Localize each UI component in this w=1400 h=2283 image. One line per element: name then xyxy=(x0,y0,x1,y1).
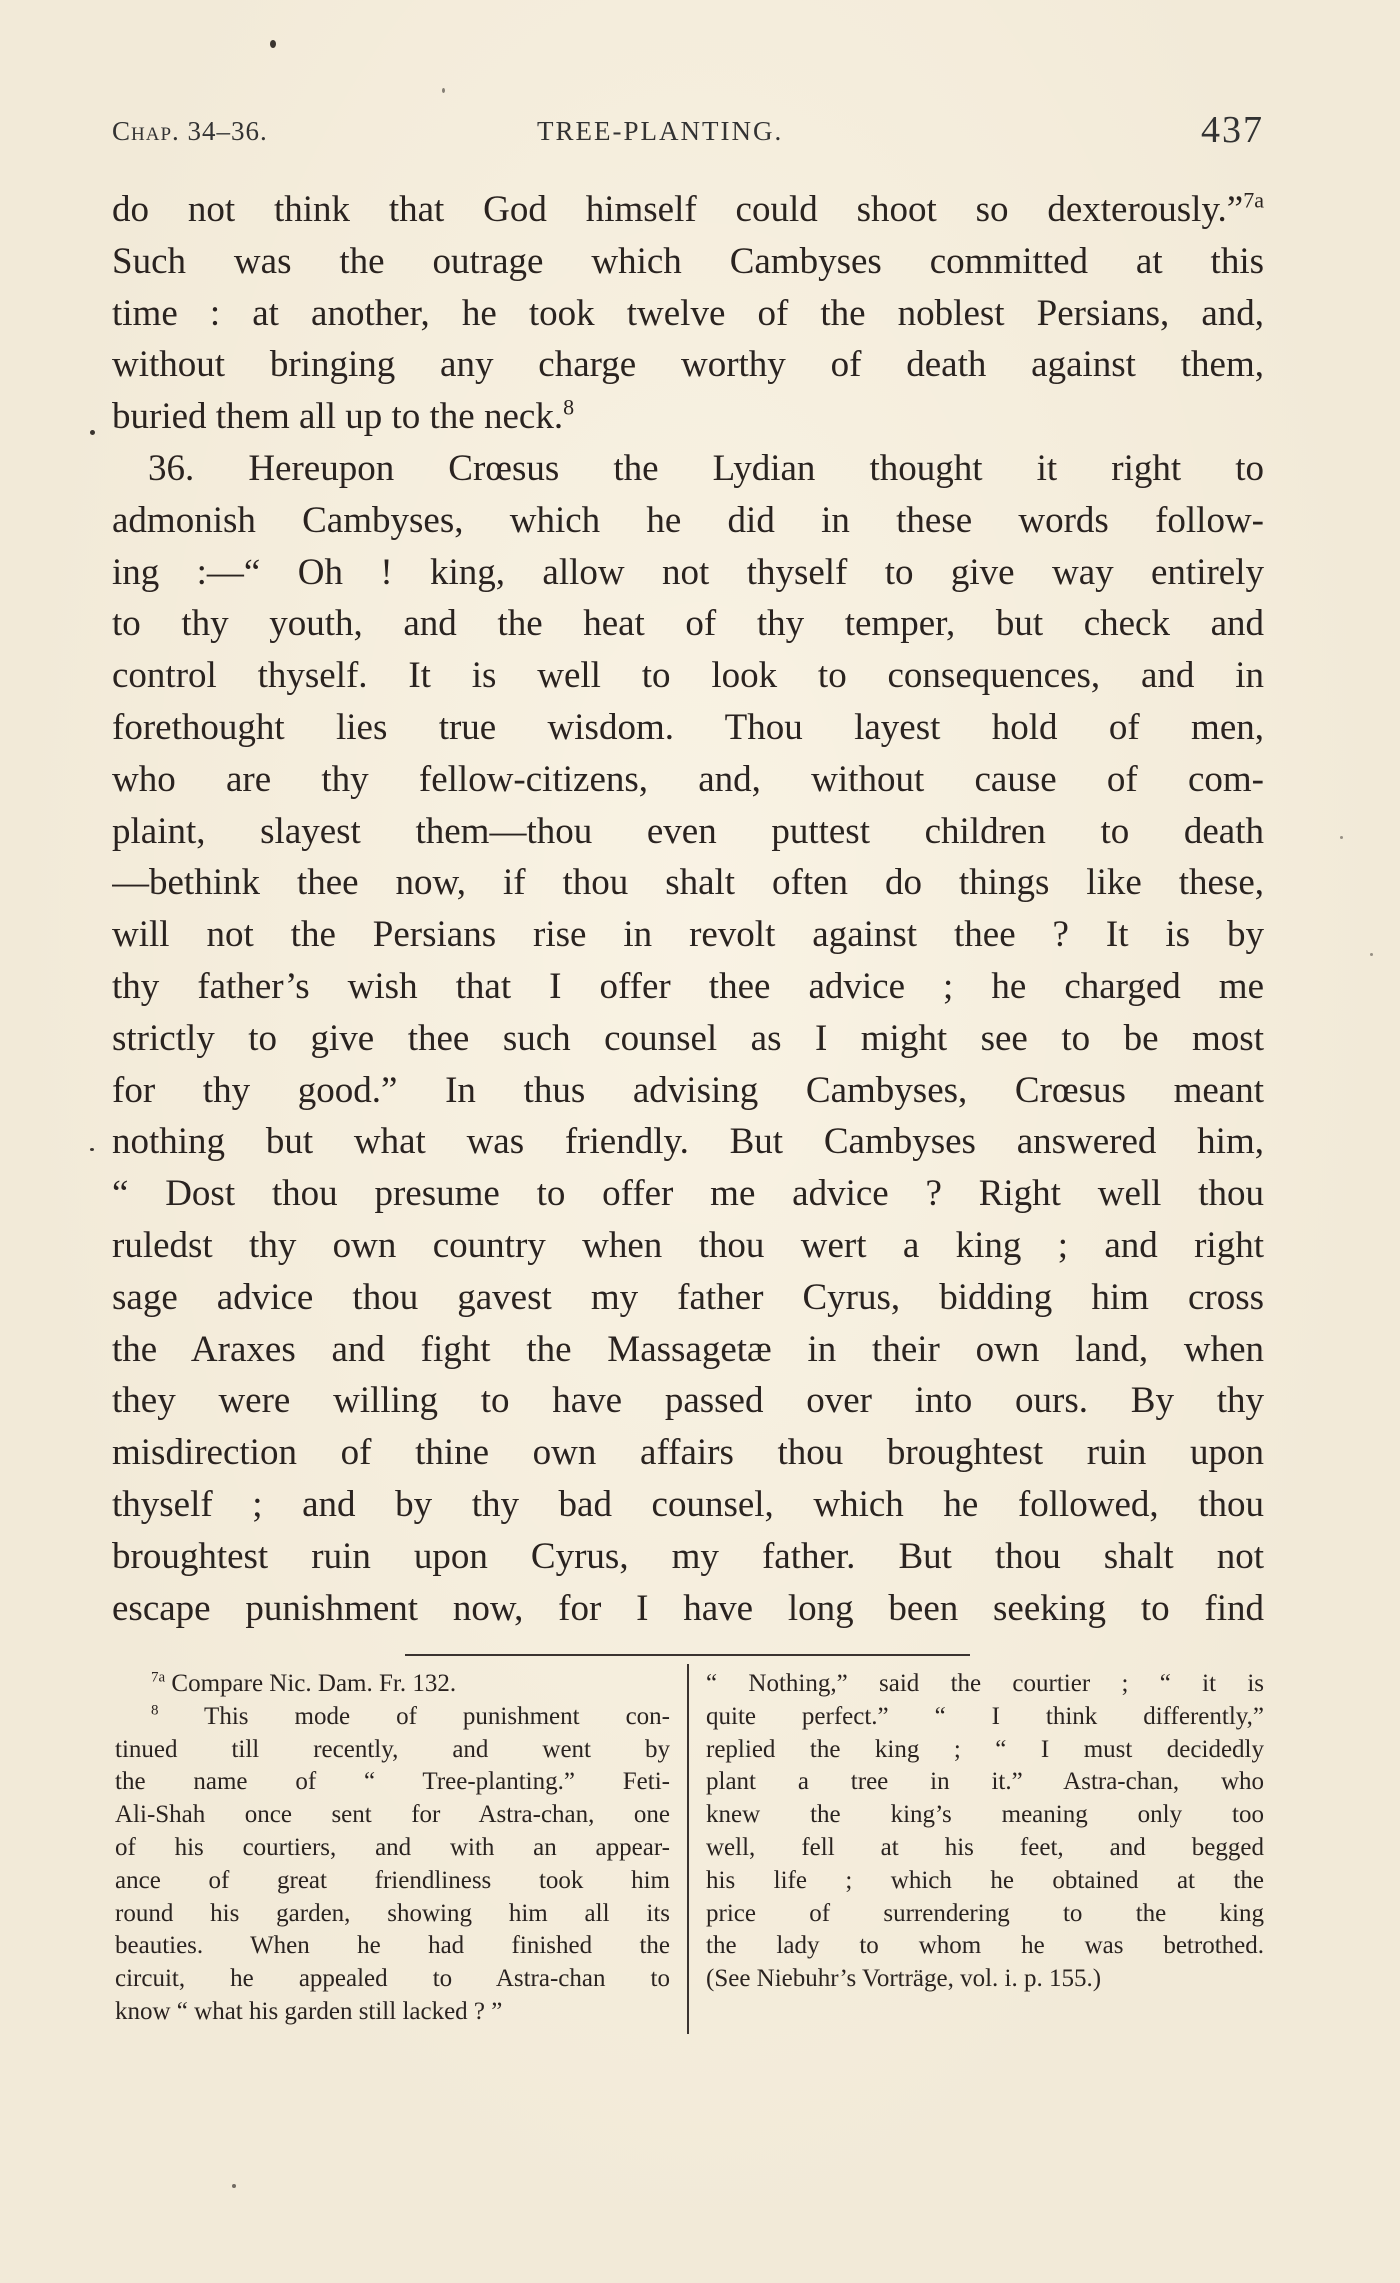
footnote-line xyxy=(706,1668,1264,1701)
footnote-line-text: ance of great friendliness took him xyxy=(115,1866,670,1894)
text-line xyxy=(112,1479,1264,1531)
footnote-line xyxy=(115,1930,670,1963)
text-line-text: forethought lies true wisdom. Thou layest hold of men, xyxy=(112,706,1264,748)
text-line xyxy=(112,961,1264,1013)
footnote-line-text: This mode of punishment con- xyxy=(158,1702,670,1730)
text-line-text: thyself ; and by thy bad counsel, which he followed, thou xyxy=(112,1483,1264,1525)
ink-speck xyxy=(1340,836,1343,839)
text-line-text: who are thy fellow-citizens, and, without cause of com- xyxy=(112,758,1264,800)
footnote-line xyxy=(115,1865,670,1898)
text-line-text: —bethink thee now, if thou shalt often do things like these, xyxy=(112,862,1264,904)
text-line xyxy=(112,702,1264,754)
text-line-text: escape punishment now, for I have long been seeking to find xyxy=(112,1587,1264,1629)
footnote-line xyxy=(706,1734,1264,1767)
text-line-text: time : at another, he took twelve of the noblest Persians, and, xyxy=(112,292,1264,334)
footnote-line-text: “ Nothing,” said the courtier ; “ it is xyxy=(706,1670,1264,1697)
text-line-text: for thy good.” In thus advising Cambyses, Crœsus meant xyxy=(112,1069,1264,1111)
text-line xyxy=(112,806,1264,858)
ink-speck xyxy=(442,88,445,93)
footnote-line xyxy=(706,1963,1264,1996)
footnotes-right-column xyxy=(706,1668,1264,1996)
footnote-line xyxy=(706,1701,1264,1734)
footnote-rule xyxy=(405,1654,970,1656)
text-line xyxy=(112,754,1264,806)
text-line xyxy=(112,443,1264,495)
text-line xyxy=(112,1272,1264,1324)
footnote-line xyxy=(706,1898,1264,1931)
text-line xyxy=(112,1531,1264,1583)
footnote-line-text: of his courtiers, and with an appear- xyxy=(115,1833,670,1861)
text-line xyxy=(112,495,1264,547)
text-line-text: the Araxes and fight the Massagetæ in their own land, when xyxy=(112,1328,1264,1370)
footnote-line-text: the name of “ Tree-planting.” Feti- xyxy=(115,1768,670,1796)
footnote-line xyxy=(115,1832,670,1865)
footnote-line-text: beauties. When he had finished the xyxy=(115,1932,670,1960)
text-line-text: plaint, slayest them—thou even puttest children to death xyxy=(112,810,1264,852)
footnote-line-text: knew the king’s meaning only too xyxy=(706,1801,1264,1829)
footnote-line xyxy=(115,1734,670,1767)
text-line xyxy=(112,1013,1264,1065)
text-line xyxy=(112,339,1264,391)
text-line-text: will not the Persians rise in revolt against thee ? It is by xyxy=(112,914,1264,956)
footnote-line xyxy=(115,1996,670,2029)
footnote-reference: 7a xyxy=(1243,187,1264,213)
text-line xyxy=(112,598,1264,650)
text-line xyxy=(112,909,1264,961)
text-line-text: nothing but what was friendly. But Cambyses answered him, xyxy=(112,1121,1264,1163)
footnote-line xyxy=(706,1865,1264,1898)
footnote-line xyxy=(115,1799,670,1832)
page-number: 437 xyxy=(1201,109,1264,151)
footnote-line-text: know “ what his garden still lacked ? ” xyxy=(115,1997,503,2025)
text-line-text: 36. Hereupon Crœsus the Lydian thought it right to xyxy=(148,447,1264,489)
text-line-text: broughtest ruin upon Cyrus, my father. But thou shalt not xyxy=(112,1535,1264,1577)
footnote-line-text: plant a tree in it.” Astra-chan, who xyxy=(706,1768,1264,1796)
ink-speck xyxy=(270,40,276,48)
footnote-column-divider xyxy=(687,1664,689,2034)
footnote-line-text: circuit, he appealed to Astra-chan to xyxy=(115,1965,670,1993)
text-line-text: control thyself. It is well to look to consequences, and in xyxy=(112,655,1264,697)
footnote-line-text: tinued till recently, and went by xyxy=(115,1735,670,1763)
footnote-line-text: price of surrendering to the king xyxy=(706,1899,1264,1927)
footnote-line-text: the lady to whom he was betrothed. xyxy=(706,1932,1264,1960)
chapter-reference: Chap. 34–36. xyxy=(112,116,268,146)
text-line-text: sage advice thou gavest my father Cyrus, bidding him cross xyxy=(112,1276,1264,1318)
running-title: TREE-PLANTING. xyxy=(537,116,784,146)
text-line-text: “ Dost thou presume to offer me advice ? Right well thou xyxy=(112,1173,1264,1215)
text-line-text: without bringing any charge worthy of death against them, xyxy=(112,344,1264,386)
running-header xyxy=(112,108,1264,152)
text-line-text: Such was the outrage which Cambyses committed at this xyxy=(112,240,1264,282)
footnote-reference: 8 xyxy=(563,394,575,420)
footnote-line-text: round his garden, showing him all its xyxy=(115,1899,670,1927)
text-line-text: to thy youth, and the heat of thy temper, but check and xyxy=(112,603,1264,645)
text-line xyxy=(112,1427,1264,1479)
text-line xyxy=(112,1583,1264,1635)
footnote-line xyxy=(115,1701,670,1734)
ink-speck xyxy=(90,1148,94,1151)
text-line xyxy=(112,288,1264,340)
footnote-marker: 7a xyxy=(151,1669,166,1686)
footnote-line xyxy=(706,1766,1264,1799)
text-line-text: thy father’s wish that I offer thee advice ; he charged me xyxy=(112,965,1264,1007)
text-line xyxy=(112,391,1264,443)
text-line xyxy=(112,1168,1264,1220)
text-line xyxy=(112,1116,1264,1168)
footnote-line xyxy=(706,1832,1264,1865)
ink-speck xyxy=(1370,953,1373,956)
footnote-line-text: Ali-Shah once sent for Astra-chan, one xyxy=(115,1801,670,1829)
footnotes-left-column xyxy=(115,1668,670,2029)
text-line xyxy=(112,1324,1264,1376)
main-text xyxy=(112,184,1264,1634)
text-line xyxy=(112,184,1264,236)
text-line-text: strictly to give thee such counsel as I might see to be most xyxy=(112,1017,1264,1059)
footnote-line-text: (See Niebuhr’s Vorträge, vol. i. p. 155.) xyxy=(706,1965,1102,1993)
text-line-text: misdirection of thine own affairs thou broughtest ruin upon xyxy=(112,1432,1264,1474)
footnote-line-text: replied the king ; “ I must decidedly xyxy=(706,1735,1264,1763)
footnote-marker: 8 xyxy=(151,1702,159,1719)
footnote-line-text: well, fell at his feet, and begged xyxy=(706,1833,1264,1861)
text-line xyxy=(112,857,1264,909)
text-line-text: do not think that God himself could shoot so dexterously.” xyxy=(112,189,1244,230)
text-line xyxy=(112,1065,1264,1117)
text-line xyxy=(112,650,1264,702)
text-line-text: they were willing to have passed over into ours. By thy xyxy=(112,1380,1264,1422)
text-line-text: ing :—“ Oh ! king, allow not thyself to give way entirely xyxy=(112,551,1264,593)
footnote-line-text: Compare Nic. Dam. Fr. 132. xyxy=(165,1670,457,1697)
text-line-text: ruledst thy own country when thou wert a king ; and right xyxy=(112,1224,1264,1266)
footnote-line xyxy=(115,1766,670,1799)
footnote-line xyxy=(706,1799,1264,1832)
footnote-line xyxy=(115,1898,670,1931)
footnote-line-text: quite perfect.” “ I think differently,” xyxy=(706,1702,1264,1730)
text-line xyxy=(112,1375,1264,1427)
text-line-text: buried them all up to the neck. xyxy=(112,396,564,438)
text-line xyxy=(112,1220,1264,1272)
ink-speck xyxy=(232,2184,236,2188)
footnote-line xyxy=(115,1963,670,1996)
text-line xyxy=(112,236,1264,288)
text-line xyxy=(112,547,1264,599)
footnote-line xyxy=(115,1668,670,1701)
footnote-line-text: his life ; which he obtained at the xyxy=(706,1866,1264,1894)
ink-speck xyxy=(90,430,95,435)
text-line-text: admonish Cambyses, which he did in these words follow- xyxy=(112,499,1264,541)
footnote-line xyxy=(706,1930,1264,1963)
